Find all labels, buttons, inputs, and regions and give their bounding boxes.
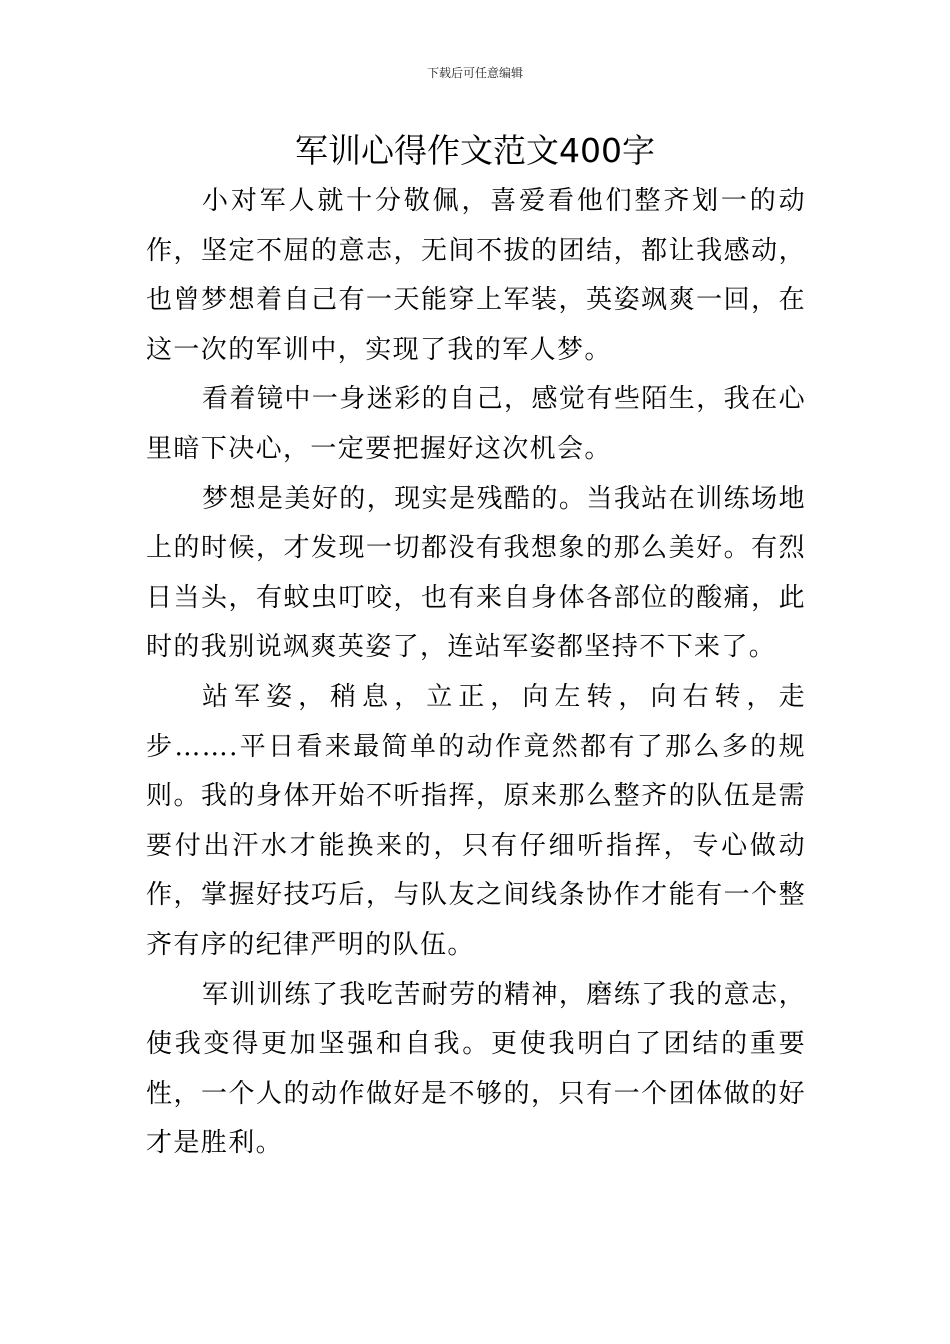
document-title: 军训心得作文范文400字	[295, 131, 655, 170]
paragraph-5: 军训训练了我吃苦耐劳的精神，磨练了我的意志，使我变得更加坚强和自我。更使我明白了团结的重要性，一个人的动作做好是不够的，只有一个团体做的好才是胜利。	[146, 979, 806, 1159]
header-note: 下载后可任意编辑	[426, 66, 523, 80]
paragraph-3: 梦想是美好的，现实是残酷的。当我站在训练场地上的时候，才发现一切都没有我想象的那么美好。有烈日当头，有蚊虫叮咬，也有来自身体各部位的酸痛，此时的我别说飒爽英姿了，连站军姿都坚持不下来了。	[146, 483, 806, 663]
paragraph-1: 小对军人就十分敬佩，喜爱看他们整齐划一的动作，坚定不屈的意志，无间不拔的团结，都让我感动，也曾梦想着自己有一天能穿上军装，英姿飒爽一回，在这一次的军训中，实现了我的军人梦。	[146, 186, 806, 365]
paragraph-4: 站军姿，稍息，立正，向左转，向右转，走步…….平日看来最简单的动作竟然都有了那么多的规则。我的身体开始不听指挥，原来那么整齐的队伍是需要付出汗水才能换来的，只有仔细听指挥，专心做动作，掌握好技巧后，与队友之间线条协作才能有一个整齐有序的纪律严明的队伍。	[146, 681, 806, 960]
paragraph-2: 看着镜中一身迷彩的自己，感觉有些陌生，我在心里暗下决心，一定要把握好这次机会。	[146, 384, 806, 464]
document-body	[146, 177, 806, 1169]
